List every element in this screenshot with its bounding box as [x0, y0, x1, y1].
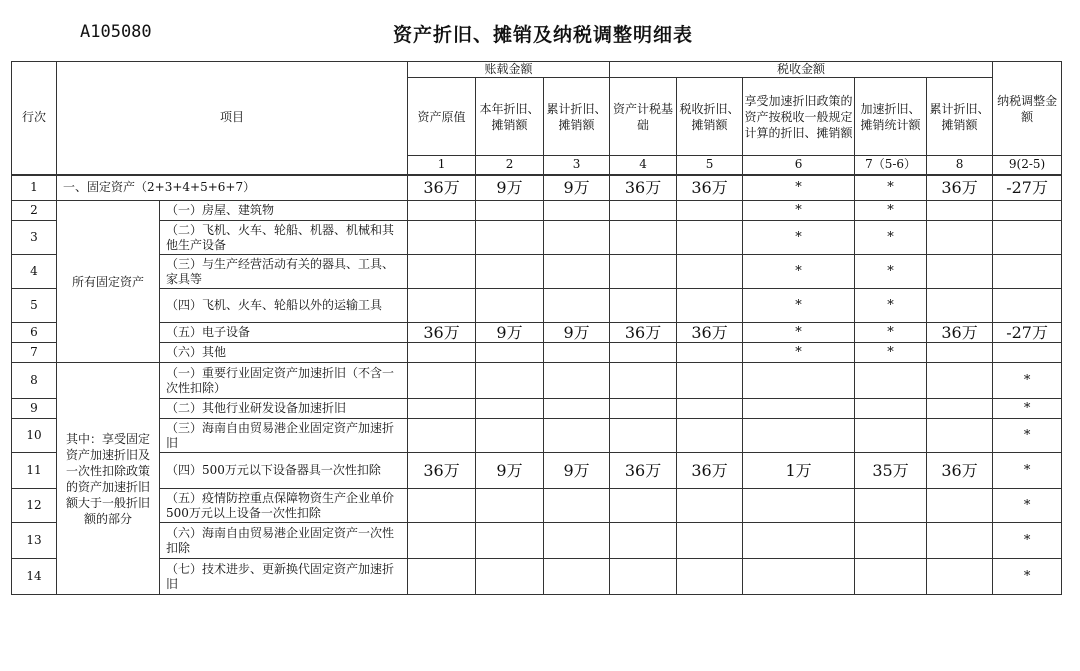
cell-col-6: *	[743, 289, 855, 323]
cell-col-7	[855, 489, 927, 523]
cell-col-5: 36万	[677, 323, 743, 343]
cell-col-6	[743, 559, 855, 595]
col-num-5: 5	[677, 156, 743, 175]
cell-col-6: *	[743, 201, 855, 221]
header-col-4: 资产计税基础	[610, 78, 677, 156]
col-num-4: 4	[610, 156, 677, 175]
cell-col-9: *	[993, 453, 1062, 489]
cell-col-3	[544, 201, 610, 221]
row-item: （四）飞机、火车、轮船以外的运输工具	[160, 289, 408, 323]
cell-col-6	[743, 419, 855, 453]
cell-col-8: 36万	[927, 453, 993, 489]
cell-col-3: 9万	[544, 453, 610, 489]
cell-col-6: *	[743, 221, 855, 255]
cell-col-8	[927, 255, 993, 289]
table-row	[12, 453, 1062, 489]
cell-col-7: *	[855, 343, 927, 363]
cell-col-5	[677, 201, 743, 221]
cell-col-7: *	[855, 323, 927, 343]
cell-col-2	[476, 201, 544, 221]
header-col-9: 纳税调整金额	[993, 62, 1062, 156]
cell-col-4	[610, 363, 677, 399]
header-col-5: 税收折旧、摊销额	[677, 78, 743, 156]
table-row	[12, 489, 1062, 523]
cell-col-8	[927, 363, 993, 399]
cell-col-3	[544, 523, 610, 559]
cell-col-7: *	[855, 289, 927, 323]
cell-col-3	[544, 221, 610, 255]
cell-col-2	[476, 343, 544, 363]
cell-col-2	[476, 289, 544, 323]
row-item: （三）与生产经营活动有关的器具、工具、家具等	[160, 255, 408, 289]
header-col-7: 加速折旧、摊销统计额	[855, 78, 927, 156]
cell-col-3	[544, 489, 610, 523]
cell-col-5	[677, 523, 743, 559]
cell-col-4: 36万	[610, 175, 677, 201]
cell-col-9	[993, 289, 1062, 323]
cell-col-4	[610, 523, 677, 559]
cell-col-4: 36万	[610, 323, 677, 343]
cell-col-1	[408, 523, 476, 559]
table-row	[12, 559, 1062, 595]
cell-col-6	[743, 399, 855, 419]
row-number: 3	[12, 221, 57, 255]
cell-col-9	[993, 221, 1062, 255]
cell-col-4: 36万	[610, 453, 677, 489]
row-item: 一、固定资产（2+3+4+5+6+7）	[57, 175, 408, 201]
row-number: 7	[12, 343, 57, 363]
cell-col-8	[927, 289, 993, 323]
row-item: （五）电子设备	[160, 323, 408, 343]
cell-col-4	[610, 255, 677, 289]
header-col-1: 资产原值	[408, 78, 476, 156]
cell-col-9	[993, 343, 1062, 363]
cell-col-3	[544, 419, 610, 453]
table-row	[12, 419, 1062, 453]
col-num-9: 9(2-5)	[993, 156, 1062, 175]
cell-col-2: 9万	[476, 323, 544, 343]
cell-col-5	[677, 343, 743, 363]
row-number: 1	[12, 175, 57, 201]
cell-col-8: 36万	[927, 175, 993, 201]
cell-col-1	[408, 489, 476, 523]
cell-col-5	[677, 419, 743, 453]
cell-col-9: *	[993, 489, 1062, 523]
page-title: 资产折旧、摊销及纳税调整明细表	[393, 24, 694, 46]
cell-col-8	[927, 343, 993, 363]
cell-col-7: *	[855, 175, 927, 201]
cell-col-8	[927, 221, 993, 255]
cell-col-2	[476, 489, 544, 523]
cell-col-9: *	[993, 363, 1062, 399]
cell-col-1	[408, 399, 476, 419]
cell-col-5	[677, 289, 743, 323]
cell-col-8	[927, 419, 993, 453]
cell-col-1: 36万	[408, 453, 476, 489]
row-number: 8	[12, 363, 57, 399]
table-row	[12, 175, 1062, 201]
cell-col-7: *	[855, 221, 927, 255]
cell-col-4	[610, 399, 677, 419]
cell-col-6: *	[743, 255, 855, 289]
group-label-fixed-assets: 所有固定资产	[57, 201, 160, 363]
cell-col-4	[610, 419, 677, 453]
row-number: 2	[12, 201, 57, 221]
cell-col-6	[743, 523, 855, 559]
cell-col-3	[544, 255, 610, 289]
row-item: （四）500万元以下设备器具一次性扣除	[160, 453, 408, 489]
cell-col-1	[408, 419, 476, 453]
cell-col-8	[927, 201, 993, 221]
table-row	[12, 221, 1062, 255]
cell-col-6: *	[743, 343, 855, 363]
table-row	[12, 343, 1062, 363]
cell-col-4	[610, 221, 677, 255]
cell-col-1	[408, 221, 476, 255]
cell-col-2	[476, 255, 544, 289]
row-number: 12	[12, 489, 57, 523]
cell-col-1: 36万	[408, 175, 476, 201]
cell-col-7: *	[855, 201, 927, 221]
row-number: 13	[12, 523, 57, 559]
cell-col-9: *	[993, 559, 1062, 595]
row-item: （七）技术进步、更新换代固定资产加速折旧	[160, 559, 408, 595]
cell-col-3	[544, 363, 610, 399]
form-code: A105080	[80, 22, 152, 42]
cell-col-2	[476, 419, 544, 453]
col-num-3: 3	[544, 156, 610, 175]
cell-col-3: 9万	[544, 323, 610, 343]
cell-col-7: *	[855, 255, 927, 289]
table-row	[12, 323, 1062, 343]
cell-col-7	[855, 419, 927, 453]
row-item: （五）疫情防控重点保障物资生产企业单价500万元以上设备一次性扣除	[160, 489, 408, 523]
table-row	[12, 363, 1062, 399]
header-col-3: 累计折旧、摊销额	[544, 78, 610, 156]
cell-col-5	[677, 255, 743, 289]
header-col-6: 享受加速折旧政策的资产按税收一般规定计算的折旧、摊销额	[743, 78, 855, 156]
cell-col-1	[408, 289, 476, 323]
cell-col-1: 36万	[408, 323, 476, 343]
detail-table	[11, 61, 1062, 595]
cell-col-2	[476, 363, 544, 399]
header-item: 项目	[57, 62, 408, 175]
cell-col-3	[544, 289, 610, 323]
row-item: （二）其他行业研发设备加速折旧	[160, 399, 408, 419]
cell-col-4	[610, 289, 677, 323]
group-label-accelerated: 其中：享受固定资产加速折旧及一次性扣除政策的资产加速折旧额大于一般折旧额的部分	[57, 363, 160, 595]
cell-col-9: *	[993, 523, 1062, 559]
cell-col-5	[677, 221, 743, 255]
cell-col-5	[677, 399, 743, 419]
col-num-7: 7（5-6）	[855, 156, 927, 175]
cell-col-9	[993, 201, 1062, 221]
cell-col-3	[544, 343, 610, 363]
col-num-8: 8	[927, 156, 993, 175]
cell-col-4	[610, 343, 677, 363]
cell-col-2	[476, 559, 544, 595]
cell-col-7	[855, 399, 927, 419]
cell-col-5: 36万	[677, 453, 743, 489]
cell-col-6	[743, 363, 855, 399]
row-item: （六）海南自由贸易港企业固定资产一次性扣除	[160, 523, 408, 559]
header-row-no: 行次	[12, 62, 57, 175]
cell-col-1	[408, 255, 476, 289]
cell-col-4	[610, 559, 677, 595]
cell-col-4	[610, 201, 677, 221]
cell-col-8	[927, 559, 993, 595]
header-tax-group: 税收金额	[610, 62, 993, 78]
header-col-2: 本年折旧、摊销额	[476, 78, 544, 156]
row-item: （一）重要行业固定资产加速折旧（不含一次性扣除）	[160, 363, 408, 399]
cell-col-6	[743, 489, 855, 523]
cell-col-8	[927, 399, 993, 419]
row-item: （六）其他	[160, 343, 408, 363]
row-number: 5	[12, 289, 57, 323]
cell-col-2	[476, 399, 544, 419]
table-row	[12, 523, 1062, 559]
cell-col-5: 36万	[677, 175, 743, 201]
cell-col-7	[855, 523, 927, 559]
cell-col-2	[476, 523, 544, 559]
row-item: （二）飞机、火车、轮船、机器、机械和其他生产设备	[160, 221, 408, 255]
cell-col-7	[855, 363, 927, 399]
row-number: 14	[12, 559, 57, 595]
cell-col-5	[677, 559, 743, 595]
row-number: 11	[12, 453, 57, 489]
cell-col-2	[476, 221, 544, 255]
header-col-8: 累计折旧、摊销额	[927, 78, 993, 156]
cell-col-5	[677, 489, 743, 523]
table-row	[12, 289, 1062, 323]
cell-col-9	[993, 255, 1062, 289]
col-num-1: 1	[408, 156, 476, 175]
cell-col-2: 9万	[476, 175, 544, 201]
cell-col-7	[855, 559, 927, 595]
cell-col-1	[408, 201, 476, 221]
cell-col-5	[677, 363, 743, 399]
cell-col-3	[544, 399, 610, 419]
cell-col-6: 1万	[743, 453, 855, 489]
cell-col-6: *	[743, 323, 855, 343]
table-row	[12, 399, 1062, 419]
cell-col-1	[408, 559, 476, 595]
cell-col-8	[927, 489, 993, 523]
cell-col-9: -27万	[993, 323, 1062, 343]
cell-col-1	[408, 343, 476, 363]
cell-col-2: 9万	[476, 453, 544, 489]
col-num-6: 6	[743, 156, 855, 175]
cell-col-1	[408, 363, 476, 399]
row-item: （一）房屋、建筑物	[160, 201, 408, 221]
cell-col-3	[544, 559, 610, 595]
cell-col-9: -27万	[993, 175, 1062, 201]
cell-col-4	[610, 489, 677, 523]
table-row	[12, 201, 1062, 221]
table-row	[12, 255, 1062, 289]
cell-col-8: 36万	[927, 323, 993, 343]
header-book-group: 账载金额	[408, 62, 610, 78]
cell-col-8	[927, 523, 993, 559]
row-item: （三）海南自由贸易港企业固定资产加速折旧	[160, 419, 408, 453]
row-number: 4	[12, 255, 57, 289]
cell-col-6: *	[743, 175, 855, 201]
row-number: 6	[12, 323, 57, 343]
cell-col-7: 35万	[855, 453, 927, 489]
row-number: 10	[12, 419, 57, 453]
cell-col-9: *	[993, 399, 1062, 419]
col-num-2: 2	[476, 156, 544, 175]
cell-col-9: *	[993, 419, 1062, 453]
cell-col-3: 9万	[544, 175, 610, 201]
row-number: 9	[12, 399, 57, 419]
